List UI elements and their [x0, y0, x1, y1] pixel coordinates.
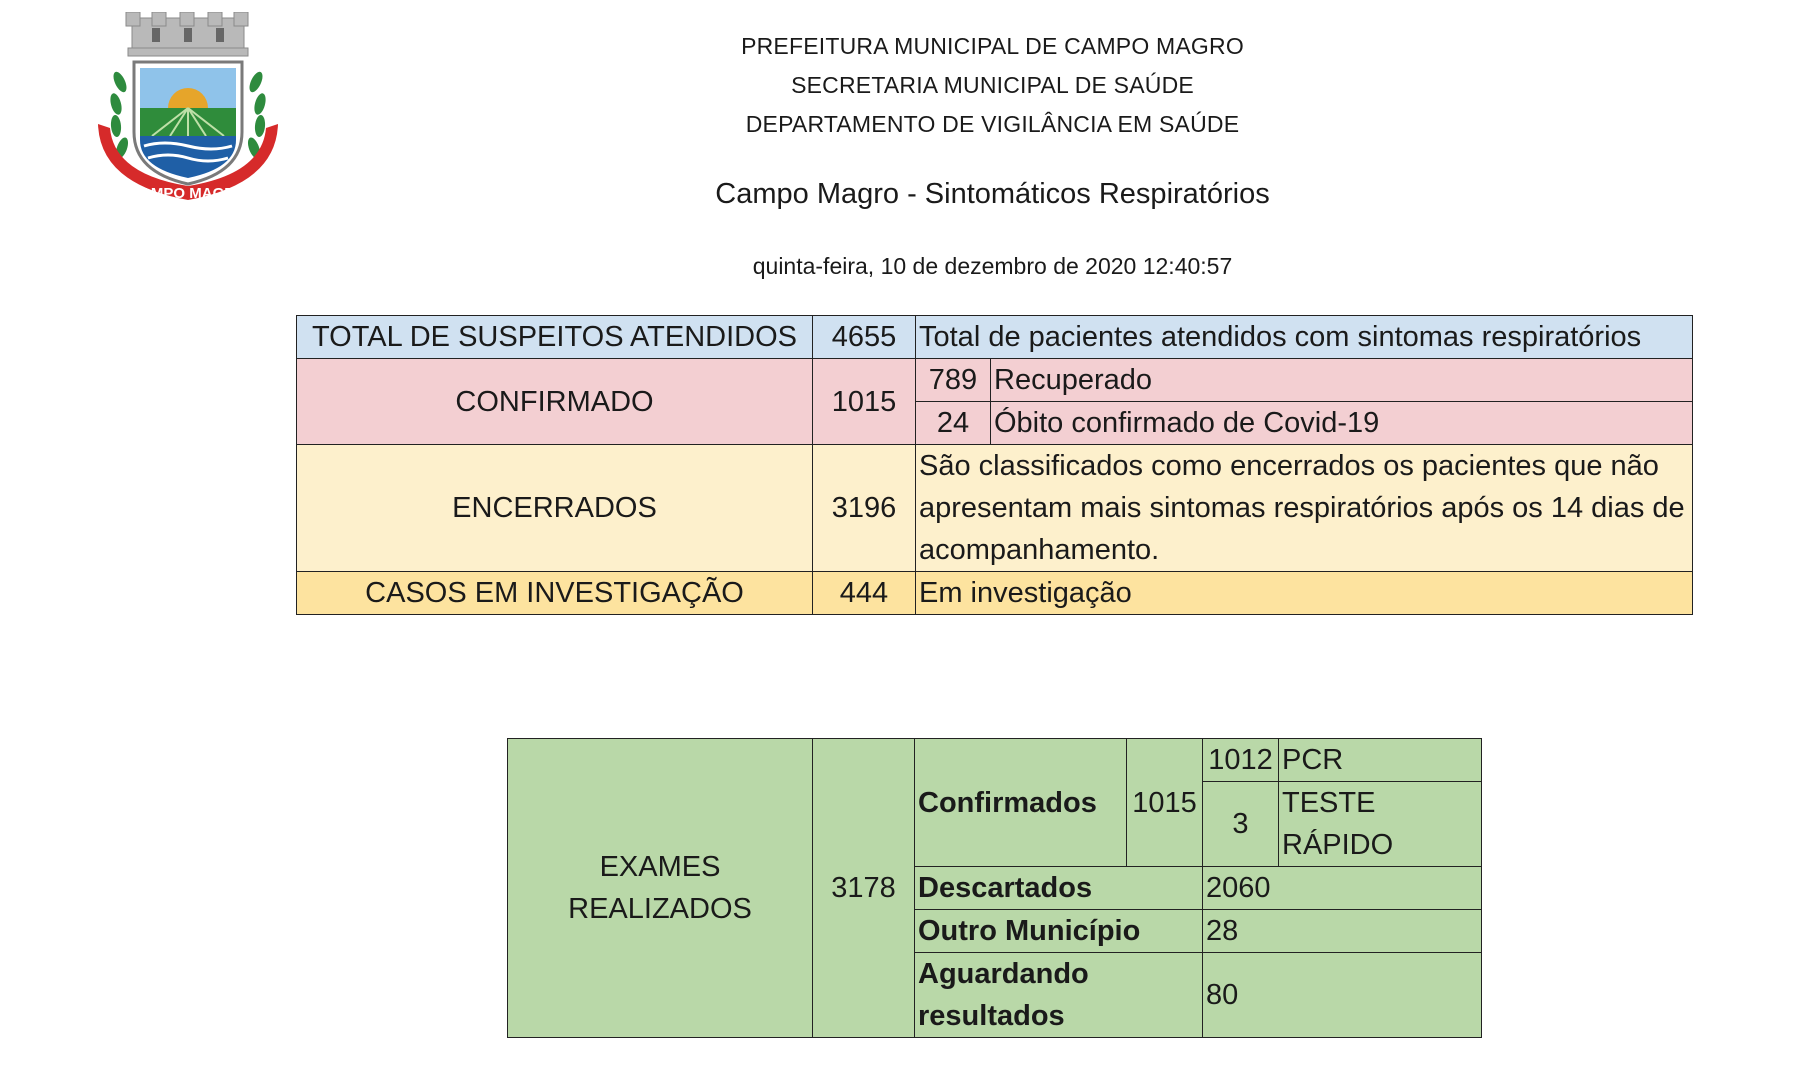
- suspects-label: TOTAL DE SUSPEITOS ATENDIDOS: [297, 316, 813, 359]
- recovered-label: Recuperado: [991, 359, 1693, 402]
- exams-confirmed-label-text: Confirmados: [918, 786, 1097, 819]
- header-line-departamento: DEPARTAMENTO DE VIGILÂNCIA EM SAÚDE: [745, 111, 1240, 137]
- discarded-value: 2060: [1203, 867, 1482, 910]
- discarded-label: [915, 867, 1203, 910]
- svg-text:CAMPO MAGRO: CAMPO MAGRO: [129, 185, 247, 202]
- closed-label: ENCERRADOS: [297, 445, 813, 572]
- row-exams-pcr: [508, 739, 1482, 782]
- exams-confirmed-value: 1015: [1127, 739, 1203, 867]
- confirmed-value: 1015: [813, 359, 916, 445]
- confirmed-label: CONFIRMADO: [297, 359, 813, 445]
- header-line-secretaria: SECRETARIA MUNICIPAL DE SAÚDE: [791, 72, 1194, 98]
- closed-description: São classificados como encerrados os pacientes que não apresentam mais sintomas respiratórios após os 14 dias de acompanhamento.: [916, 445, 1693, 572]
- suspects-description: Total de pacientes atendidos com sintomas respiratórios: [916, 316, 1693, 359]
- investigation-description: Em investigação: [916, 572, 1693, 615]
- exams-table: [507, 738, 1482, 1038]
- deaths-value: 24: [916, 402, 991, 445]
- discarded-label-text: Descartados: [918, 872, 1093, 904]
- row-suspects: [297, 316, 1693, 359]
- exams-confirmed-label: [915, 739, 1127, 867]
- waiting-label-text: Aguardando resultados: [918, 958, 1089, 1032]
- summary-table: [296, 315, 1693, 615]
- header-line-prefeitura: PREFEITURA MUNICIPAL DE CAMPO MAGRO: [741, 33, 1244, 59]
- closed-value: 3196: [813, 445, 916, 572]
- deaths-label: Óbito confirmado de Covid-19: [991, 402, 1693, 445]
- waiting-value: 80: [1203, 953, 1482, 1038]
- other-municipality-value: 28: [1203, 910, 1482, 953]
- waiting-label: [915, 953, 1203, 1038]
- row-investigation: [297, 572, 1693, 615]
- recovered-value: 789: [916, 359, 991, 402]
- pcr-label: PCR: [1279, 739, 1482, 782]
- rapid-value: 3: [1203, 782, 1279, 867]
- pcr-value: 1012: [1203, 739, 1279, 782]
- exams-total: 3178: [813, 739, 915, 1038]
- report-timestamp: quinta-feira, 10 de dezembro de 2020 12:40:57: [752, 253, 1233, 279]
- other-municipality-label: [915, 910, 1203, 953]
- investigation-value: 444: [813, 572, 916, 615]
- row-closed: [297, 445, 1693, 572]
- investigation-label: CASOS EM INVESTIGAÇÃO: [297, 572, 813, 615]
- other-municipality-label-text: Outro Município: [918, 915, 1141, 947]
- exams-label: EXAMES REALIZADOS: [508, 739, 813, 1038]
- rapid-label: TESTE RÁPIDO: [1279, 782, 1482, 867]
- row-confirmed: [297, 359, 1693, 402]
- page-title: Campo Magro - Sintomáticos Respiratórios: [715, 178, 1270, 210]
- suspects-value: 4655: [813, 316, 916, 359]
